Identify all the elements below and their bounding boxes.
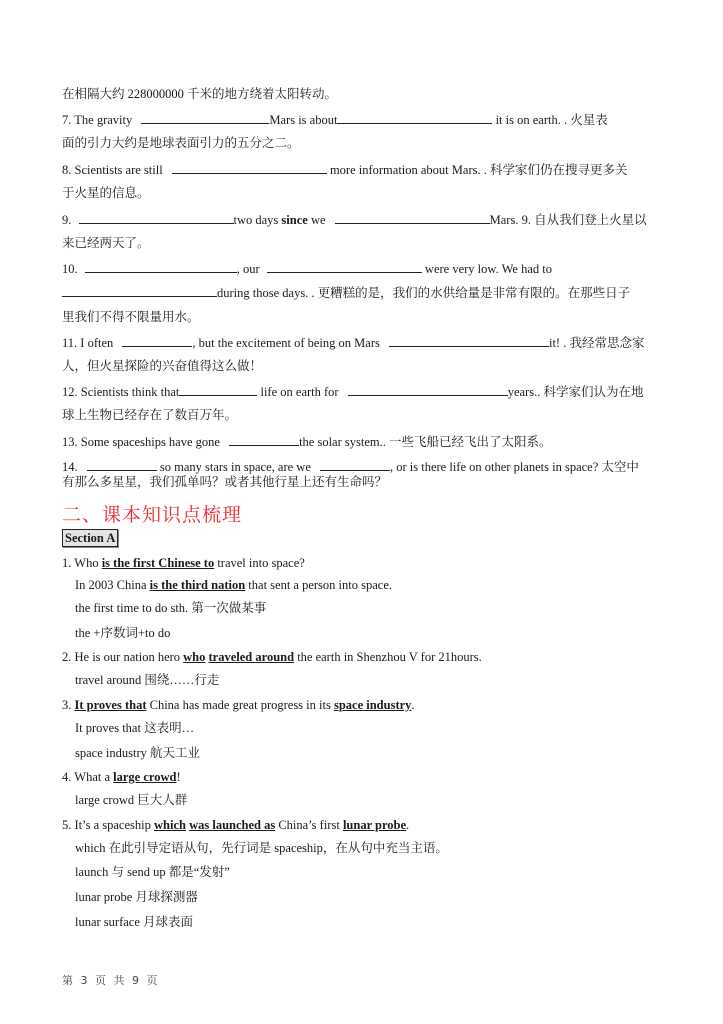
answer-blank[interactable]: [172, 161, 327, 174]
text-line: 球上生物已经存在了数百万年。: [62, 408, 238, 422]
note-line: the +序数词+to do: [75, 626, 171, 640]
text-line: 在相隔大约 228000000 千米的地方绕着太阳转动。: [62, 87, 338, 101]
point-2: 2. He is our nation hero who traveled around the earth in Shenzhou V for 21hours.: [62, 650, 482, 664]
note-line: the first time to do sth. 第一次做某事: [75, 601, 267, 615]
text-line: 于火星的信息。: [62, 186, 150, 200]
exercise-11: 11. I often , but the excitement of being on Mars it! . 我经常思念家: [62, 336, 645, 350]
note-line: launch 与 send up 都是“发射”: [75, 865, 230, 879]
text-line: 面的引力大约是地球表面引力的五分之二。: [62, 136, 300, 150]
answer-blank[interactable]: [87, 458, 157, 471]
answer-blank[interactable]: [179, 383, 257, 396]
answer-blank[interactable]: [122, 334, 192, 347]
exercise-13: 13. Some spaceships have gone the solar system.. 一些飞船已经飞出了太阳系。: [62, 435, 552, 449]
note-line: which 在此引导定语从句，先行词是 spaceship，在从句中充当主语。: [75, 841, 448, 855]
note-line: travel around 围绕……行走: [75, 673, 220, 687]
answer-blank[interactable]: [337, 111, 492, 124]
answer-blank[interactable]: [62, 284, 217, 297]
text-line: 里我们不得不限量用水。: [62, 310, 200, 324]
exercise-10: 10. , our were very low. We had to: [62, 262, 552, 276]
point-1-example: In 2003 China is the third nation that sent a person into space.: [75, 578, 393, 592]
point-5: 5. It’s a spaceship which was launched as China’s first lunar probe.: [62, 818, 410, 832]
answer-blank[interactable]: [141, 111, 269, 124]
answer-blank[interactable]: [85, 260, 237, 273]
text-line: 有那么多星星，我们孤单吗？或者其他行星上还有生命吗？: [62, 475, 388, 489]
page-footer: 第 3 页 共 9 页: [62, 974, 160, 987]
text-line: 人，但火星探险的兴奋值得这么做！: [62, 359, 263, 373]
section-heading: 二、课本知识点梳理: [62, 504, 243, 526]
answer-blank[interactable]: [335, 211, 490, 224]
answer-blank[interactable]: [267, 260, 422, 273]
text-line: 来已经两天了。: [62, 236, 150, 250]
note-line: It proves that 这表明…: [75, 721, 195, 735]
point-1: 1. Who is the first Chinese to travel into space?: [62, 556, 305, 570]
exercise-12: 12. Scientists think that life on earth for years.. 科学家们认为在地: [62, 385, 644, 399]
exercise-10-cont: during those days. . 更糟糕的是，我们的水供给量是非常有限的。在那些日子: [62, 284, 630, 301]
section-label: Section A: [62, 529, 118, 547]
point-3: 3. It proves that China has made great progress in its space industry.: [62, 698, 415, 712]
point-4: 4. What a large crowd!: [62, 770, 181, 784]
answer-blank[interactable]: [229, 433, 299, 446]
exercise-7: 7. The gravity Mars is about it is on earth. . 火星表: [62, 113, 608, 127]
note-line: large crowd 巨大人群: [75, 793, 188, 807]
exercise-9: 9. two days since we Mars. 9. 自从我们登上火星以: [62, 213, 647, 227]
note-line: space industry 航天工业: [75, 746, 200, 760]
answer-blank[interactable]: [389, 334, 549, 347]
answer-blank[interactable]: [320, 458, 390, 471]
answer-blank[interactable]: [79, 211, 234, 224]
note-line: lunar probe 月球探测器: [75, 890, 198, 904]
answer-blank[interactable]: [348, 383, 508, 396]
exercise-14: 14. so many stars in space, are we , or is there life on other planets in space? 太空中: [62, 460, 639, 474]
note-line: lunar surface 月球表面: [75, 915, 194, 929]
exercise-8: 8. Scientists are still more information about Mars. . 科学家们仍在搜寻更多关: [62, 163, 628, 177]
